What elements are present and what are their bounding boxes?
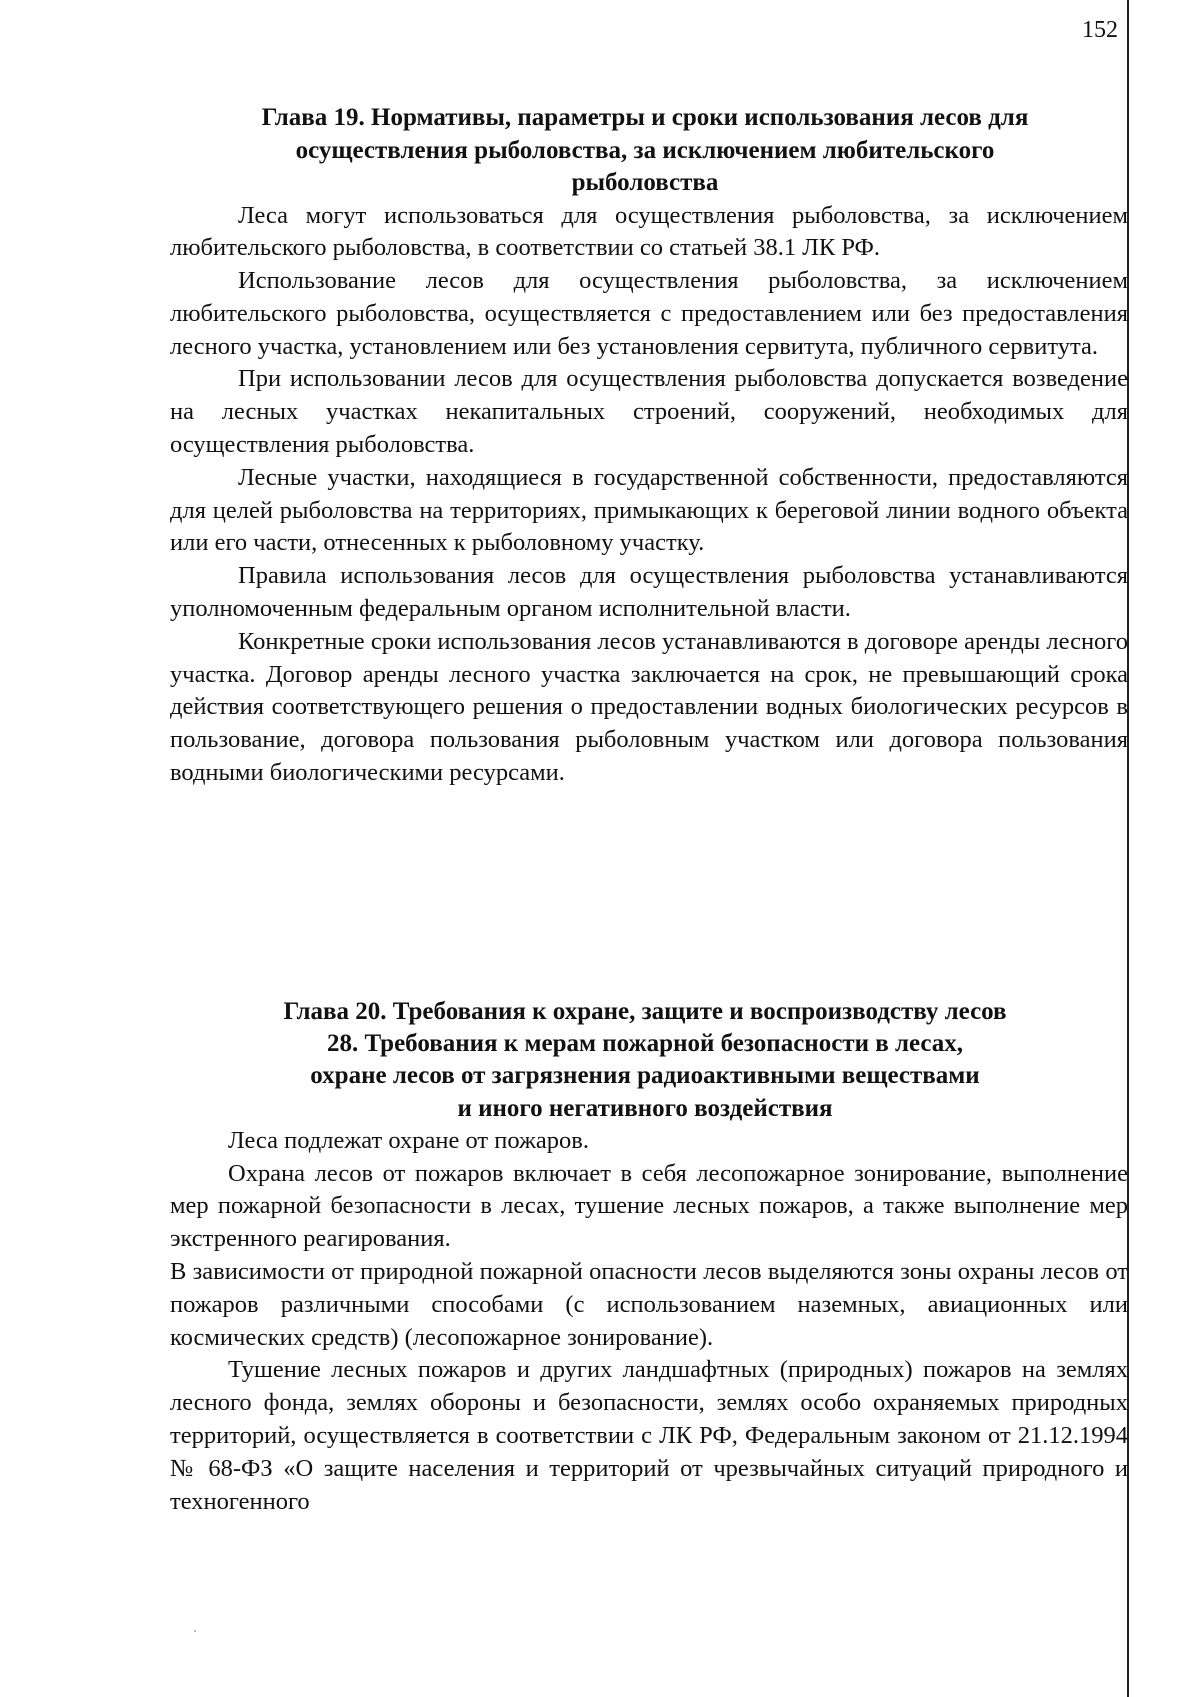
chapter-20-heading-line-1: Глава 20. Требования к охране, защите и воспроизводству лесов	[283, 998, 1007, 1025]
chapter-19-paragraph-4: Лесные участки, находящиеся в государственной собственности, предоставляются для целей рыболовства на территориях, примыкающих к береговой линии водного объекта или его части, отнесенных к рыболовному участку.	[170, 463, 1128, 557]
chapter-19-heading-line-3: рыболовства	[571, 169, 719, 196]
chapter-20-heading	[162, 996, 1128, 1125]
chapter-19-body	[170, 200, 1128, 790]
chapter-20-paragraph-3: В зависимости от природной пожарной опасности лесов выделяются зоны охраны лесов от пожаров различными способами (с использованием наземных, авиационных или космических средств) (лесопожарное зонирование).	[170, 1258, 1128, 1351]
section-28-heading-line-2: охране лесов от загрязнения радиоактивными веществами	[310, 1062, 980, 1090]
page-number: 152	[1082, 17, 1118, 43]
section-28-heading-line-3: и иного негативного воздействия	[457, 1094, 833, 1122]
chapter-19-paragraph-2: Использование лесов для осуществления рыболовства, за исключением любительского рыболовства, осуществляется с предоставлением или без предоставления лесного участка, установлением или без установления сервитута, публичного сервитута.	[170, 267, 1128, 360]
chapter-19-paragraph-6: Конкретные сроки использования лесов устанавливаются в договоре аренды лесного участка. Договор аренды лесного участка заключается на срок, не превышающий срока действия соответствующего решения о предоставлении водных биологических ресурсов в пользование, договора пользования рыболовным участком или договора пользования водными биологическими ресурсами.	[170, 627, 1128, 787]
chapter-19-paragraph-1: Леса могут использоваться для осуществления рыболовства, за исключением любительского рыболовства, в соответствии со статьей 38.1 ЛК РФ.	[170, 201, 1128, 262]
chapter-19-paragraph-5: Правила использования лесов для осуществления рыболовства устанавливаются уполномоченным федеральным органом исполнительной власти.	[170, 562, 1128, 623]
chapter-19-heading	[162, 102, 1128, 200]
chapter-20-section	[170, 996, 1128, 1518]
chapter-19-heading-line-2: осуществления рыболовства, за исключением любительского	[295, 136, 995, 164]
chapter-20-body	[170, 1125, 1128, 1519]
scan-artifact-dot	[194, 1630, 196, 1632]
chapter-19-paragraph-3: При использовании лесов для осуществления рыболовства допускается возведение на лесных участках некапитальных строений, сооружений, необходимых для осуществления рыболовства.	[170, 365, 1128, 459]
chapter-20-paragraph-1: Леса подлежат охране от пожаров.	[228, 1126, 589, 1154]
chapter-19-heading-line-1: Глава 19. Нормативы, параметры и сроки использования лесов для	[261, 104, 1029, 131]
chapter-19-section	[170, 102, 1128, 790]
chapter-20-paragraph-4: Тушение лесных пожаров и других ландшафтных (природных) пожаров на землях лесного фонда, землях обороны и безопасности, землях особо охраняемых природных территорий, осуществляется в соответствии с ЛК РФ, Федеральным законом от 21.12.1994 № 68-ФЗ «О защите населения и территорий от чрезвычайных ситуаций природного и техногенного	[170, 1356, 1128, 1515]
section-28-heading-line-1: 28. Требования к мерам пожарной безопасности в лесах,	[326, 1030, 964, 1058]
chapter-20-paragraph-2: Охрана лесов от пожаров включает в себя лесопожарное зонирование, выполнение мер пожарной безопасности в лесах, тушение лесных пожаров, а также выполнение мер экстренного реагирования.	[170, 1159, 1128, 1253]
